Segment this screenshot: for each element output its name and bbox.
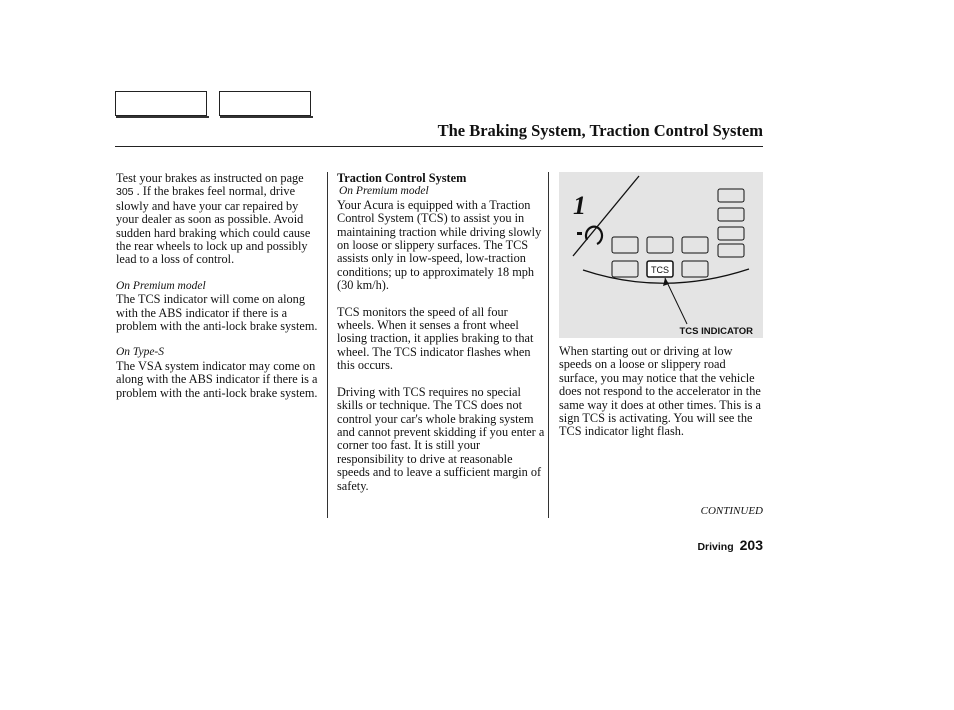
indicator-lamp (682, 237, 708, 253)
column-divider-2 (548, 172, 549, 518)
gauge-tick (577, 232, 582, 235)
indicator-lamp (718, 189, 744, 202)
gauge-zero-glyph (586, 227, 602, 244)
tcs-monitor-paragraph: TCS monitors the speed of all four wheels. When it senses a front wheel losing traction, it applies braking to that wheel. The TCS indicator flashes when this occurs. (337, 304, 534, 373)
column-right (559, 345, 763, 452)
indicator-lamp (647, 237, 673, 253)
indicator-lamp (682, 261, 708, 277)
tcs-lamp-label: TCS (651, 265, 669, 275)
indicator-lamp (612, 261, 638, 277)
page-title: The Braking System, Traction Control System (437, 121, 763, 140)
column-divider-1 (327, 172, 328, 518)
footer-section-label: Driving (697, 541, 734, 553)
vsa-indicator-paragraph: The VSA system indicator may come on along with the ABS indicator if there is a problem with the anti-lock brake system. (116, 358, 318, 400)
brake-test-text-b: . If the brakes feel normal, drive slowly and have your car repaired by your dealer as soon as possible. Avoid sudden hard braking which could cause the rear wheels to lock up and possibly lead to a loss of control. (116, 184, 311, 267)
indicator-lamp (718, 208, 744, 221)
continued-label: CONTINUED (700, 505, 763, 517)
tcs-premium-subheading: On Premium model (339, 185, 429, 198)
nav-button-index[interactable] (219, 91, 311, 116)
indicator-lamp (612, 237, 638, 253)
instrument-panel-illustration (559, 172, 763, 338)
premium-model-subheading: On Premium model (116, 279, 206, 292)
tcs-indicator-figure (559, 172, 763, 338)
callout-line (665, 278, 687, 324)
gauge-number: 1 (573, 191, 586, 220)
tcs-intro-paragraph: Your Acura is equipped with a Traction Control System (TCS) to assist you in maintaining traction while driving slowly on loose or slippery surfaces. The TCS assists only in low-speed, low-traction conditions; up to approximately 18 mph (30 km/h). (337, 197, 542, 293)
tcs-activation-paragraph: When starting out or driving at low speeds on a loose or slippery road surface, you may notice that the vehicle does not respond to the accelerator in the same way it does at other times. This is a sign TCS is activating. You will see the TCS indicator light flash. (559, 344, 761, 439)
indicator-lamp (718, 227, 744, 240)
brake-test-text-a: Test your brakes as instructed on page (116, 171, 304, 185)
column-left (116, 172, 322, 413)
brake-test-paragraph (116, 172, 322, 267)
column-middle (337, 172, 547, 506)
page-reference-link[interactable]: 305 (116, 186, 134, 199)
page-number: 203 (739, 537, 763, 553)
indicator-lamp (718, 244, 744, 257)
title-rule (115, 146, 763, 147)
figure-caption: TCS INDICATOR (679, 326, 753, 337)
tcs-heading: Traction Control System (337, 171, 467, 185)
page-footer (697, 537, 763, 555)
tcs-responsibility-paragraph: Driving with TCS requires no special skills or technique. The TCS does not control your car's whole braking system and cannot prevent skidding if you enter a corner too fast. It is still your responsibility to drive at reasonable speeds and to leave a sufficient margin of safety. (337, 384, 545, 493)
type-s-subheading: On Type-S (116, 346, 165, 359)
nav-button-contents[interactable] (115, 91, 207, 116)
tcs-indicator-paragraph: The TCS indicator will come on along with the ABS indicator if there is a problem with the anti-lock brake system. (116, 292, 318, 334)
